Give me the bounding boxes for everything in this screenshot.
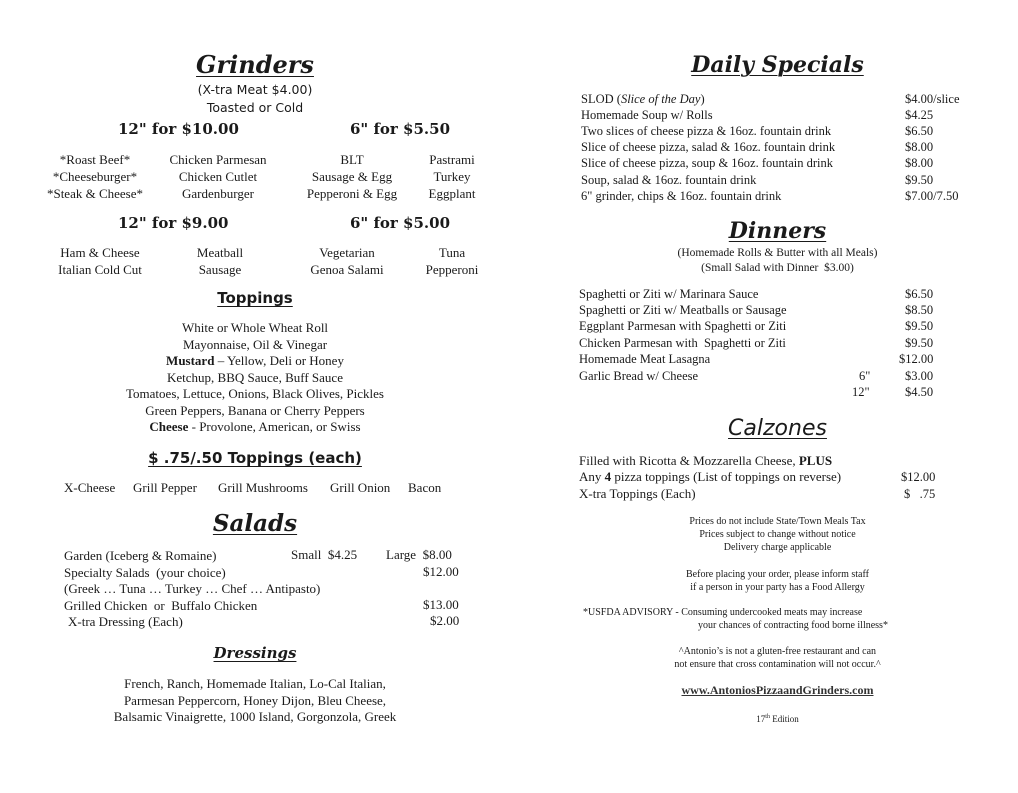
edition-sup: th: [765, 714, 770, 720]
dressing-line: Parmesan Peppercorn, Honey Dijon, Bleu Cheese,: [123, 692, 387, 708]
mustard-text: – Yellow, Deli or Honey: [214, 353, 344, 368]
usfda-line-1: *USFDA ADVISORY - Consuming undercooked meats may increase: [583, 607, 863, 618]
footer-usfda: [583, 606, 983, 632]
grinder-item: Meatball: [196, 245, 244, 260]
salad-specialty: Specialty Salads (your choice): [64, 565, 226, 580]
dressing-line: French, Ranch, Homemade Italian, Lo-Cal Italian,: [124, 676, 386, 691]
salad-dressing: X-tra Dressing (Each): [68, 614, 183, 629]
dinner-item: Homemade Meat Lasagna: [579, 352, 711, 366]
topping-line: Ketchup, BBQ Sauce, Buff Sauce: [167, 369, 343, 385]
salad-specialty-price: $12.00: [423, 564, 459, 579]
slod-close: ): [700, 92, 705, 106]
grinder-item: Chicken Parmesan: [169, 152, 267, 167]
special-item: Slice of cheese pizza, salad & 16oz. fountain drink: [581, 140, 836, 154]
extra-topping: Grill Mushrooms: [218, 480, 308, 495]
garlic-price-6: $3.00: [905, 369, 934, 383]
grinder-item: Sausage: [198, 262, 242, 277]
topping-line-mustard: [40, 353, 470, 370]
cheese-label: Cheese: [149, 419, 189, 434]
gluten-line-1: ^Antonio’s is not a gluten-free restaurant and can: [678, 646, 877, 657]
footer-prices-notes: [575, 515, 980, 554]
grinder-item: Pepperoni: [425, 262, 479, 277]
dinner-price: $9.50: [905, 319, 934, 333]
calzone-filled: [579, 453, 832, 469]
calzone-any-pre: Any: [579, 469, 605, 484]
topping-line: Tomatoes, Lettuce, Onions, Black Olives, Pickles: [126, 386, 384, 401]
special-price: $9.50: [905, 173, 934, 187]
toppings-list: [40, 320, 470, 436]
salad-specialty-list: (Greek … Tuna … Turkey … Chef … Antipasto): [64, 581, 321, 596]
grinder-item: *Roast Beef*: [59, 152, 131, 167]
usfda-line-2: your chances of contracting food borne illness*: [698, 620, 888, 631]
grinders-title: Grinders: [196, 50, 314, 79]
slod-name: SLOD (: [581, 92, 621, 106]
special-price: $6.50: [905, 124, 934, 138]
calzone-filled-text: Filled with Ricotta & Mozzarella Cheese,: [579, 453, 799, 468]
special-price: $8.00: [905, 156, 934, 170]
dressing-line: Balsamic Vinaigrette, 1000 Island, Gorgonzola, Greek: [113, 709, 397, 724]
grinder-item: Gardenburger: [182, 186, 254, 201]
calzone-any-post: pizza toppings (List of toppings on reverse): [611, 469, 842, 484]
special-slod: [581, 91, 705, 107]
dressings-list: [40, 676, 470, 726]
special-item: Slice of cheese pizza, soup & 16oz. fountain drink: [581, 156, 834, 170]
grinder-item: Genoa Salami: [310, 262, 384, 277]
grinders-subtitle-meat: (X-tra Meat $4.00): [197, 82, 313, 97]
grinder-item: Sausage & Egg: [311, 169, 393, 184]
dinner-price: $6.50: [905, 287, 934, 301]
grinder-list: [412, 151, 492, 202]
calzone-any-price: $12.00: [901, 470, 936, 484]
topping-line: Mayonnaise, Oil & Vinegar: [182, 336, 328, 352]
garlic-size-12: 12": [852, 385, 870, 399]
grinder-list: [292, 244, 402, 278]
salad-grilled: Grilled Chicken or Buffalo Chicken: [64, 598, 258, 613]
dinners-note-salad: (Small Salad with Dinner $3.00): [701, 262, 854, 274]
salad-garden-small: Small $4.25: [291, 547, 358, 562]
price-header-6-5: 6" for $5.00: [350, 214, 451, 232]
slod-italic: Slice of the Day: [620, 92, 701, 106]
toppings-title: Toppings: [217, 289, 293, 307]
dinner-item: Spaghetti or Ziti w/ Meatballs or Sausage: [579, 303, 787, 317]
special-item: 6" grinder, chips & 16oz. fountain drink: [581, 189, 782, 203]
grinder-item: Chicken Cutlet: [178, 169, 258, 184]
grinder-item: Eggplant: [428, 186, 476, 201]
edition-word: Edition: [769, 714, 799, 724]
topping-line: White or Whole Wheat Roll: [181, 320, 329, 335]
special-item: Soup, salad & 16oz. fountain drink: [581, 173, 757, 187]
dinner-price: $8.50: [905, 303, 934, 317]
dinner-item: Chicken Parmesan with Spaghetti or Ziti: [579, 336, 786, 350]
special-item: Homemade Soup w/ Rolls: [581, 108, 713, 122]
topping-line: Green Peppers, Banana or Cherry Peppers: [145, 402, 365, 418]
website-link[interactable]: www.AntoniosPizzaandGrinders.com: [681, 683, 874, 697]
edition-label: [575, 711, 980, 726]
dinner-price: $12.00: [899, 352, 934, 366]
grinder-list: [40, 244, 160, 278]
dinner-garlic: Garlic Bread w/ Cheese: [579, 369, 699, 383]
footer-note: Prices subject to change without notice: [699, 529, 856, 540]
special-slod-price: $4.00/slice: [905, 92, 960, 106]
calzones-title: Calzones: [728, 416, 827, 441]
dinner-item: Spaghetti or Ziti w/ Marinara Sauce: [579, 287, 759, 301]
salad-dressing-price: $2.00: [430, 613, 460, 628]
footer-note: Delivery charge applicable: [723, 542, 832, 553]
grinder-item: Vegetarian: [319, 245, 375, 260]
extra-toppings-title: $ .75/.50 Toppings (each): [148, 449, 362, 467]
grinder-item: BLT: [340, 152, 364, 167]
dressings-title: Dressings: [213, 644, 297, 662]
grinder-list: [412, 244, 492, 278]
dinners-note-rolls: (Homemade Rolls & Butter with all Meals): [677, 247, 878, 259]
topping-line-cheese: [40, 419, 470, 436]
price-header-12-10: 12" for $10.00: [118, 120, 239, 138]
calzone-any: [579, 469, 841, 485]
footer-gluten: [575, 645, 980, 671]
mustard-label: Mustard: [166, 353, 215, 368]
daily-specials-title: Daily Specials: [691, 52, 864, 78]
price-header-12-9: 12" for $9.00: [118, 214, 229, 232]
grinder-list: [292, 151, 412, 202]
garlic-price-12: $4.50: [905, 385, 934, 399]
salads-title: Salads: [212, 510, 298, 537]
gluten-line-2: not ensure that cross contamination will not occur.^: [674, 659, 881, 670]
grinder-item: Pastrami: [429, 152, 475, 167]
extra-topping: Grill Onion: [330, 480, 391, 495]
dinners-note: [575, 246, 980, 276]
dinner-item: Eggplant Parmesan with Spaghetti or Ziti: [579, 319, 787, 333]
extra-topping: Bacon: [408, 480, 442, 495]
salad-grilled-price: $13.00: [423, 597, 459, 612]
garlic-size-6: 6": [859, 369, 871, 383]
salad-garden-large: Large $8.00: [386, 547, 452, 562]
grinder-list: [158, 151, 278, 202]
calzone-xtra: X-tra Toppings (Each): [579, 486, 696, 501]
price-header-6-550: 6" for $5.50: [350, 120, 451, 138]
dinner-price: $9.50: [905, 336, 934, 350]
salad-garden: Garden (Iceberg & Romaine): [64, 548, 217, 563]
footer-note: Prices do not include State/Town Meals Tax: [689, 516, 866, 527]
calzone-plus: PLUS: [798, 453, 833, 468]
footer-note: Before placing your order, please inform staff: [686, 569, 869, 580]
grinder-list: [40, 151, 150, 202]
extra-topping: Grill Pepper: [133, 480, 197, 495]
grinder-item: Tuna: [438, 245, 466, 260]
grinder-list: [175, 244, 265, 278]
calzone-xtra-price: $ .75: [904, 487, 936, 501]
grinder-item: Pepperoni & Egg: [306, 186, 398, 201]
grinder-item: *Steak & Cheese*: [46, 186, 144, 201]
extra-topping: X-Cheese: [64, 480, 116, 495]
footer-allergy-notes: [575, 568, 980, 594]
special-item: Two slices of cheese pizza & 16oz. fountain drink: [581, 124, 832, 138]
special-price: $4.25: [905, 108, 934, 122]
grinder-item: Italian Cold Cut: [58, 262, 142, 277]
calzone-any-num: 4: [604, 469, 612, 484]
grinder-item: *Cheeseburger*: [52, 169, 138, 184]
cheese-text: - Provolone, American, or Swiss: [188, 419, 361, 434]
special-price: $8.00: [905, 140, 934, 154]
grinder-item: Turkey: [433, 169, 471, 184]
edition-number: 17: [756, 714, 766, 724]
footer-note: if a person in your party has a Food Allergy: [690, 582, 865, 593]
special-price: $7.00/7.50: [905, 189, 959, 203]
grinder-item: Ham & Cheese: [60, 245, 140, 260]
grinders-subtitle-toasted: Toasted or Cold: [206, 100, 304, 115]
dinners-title: Dinners: [728, 218, 827, 244]
